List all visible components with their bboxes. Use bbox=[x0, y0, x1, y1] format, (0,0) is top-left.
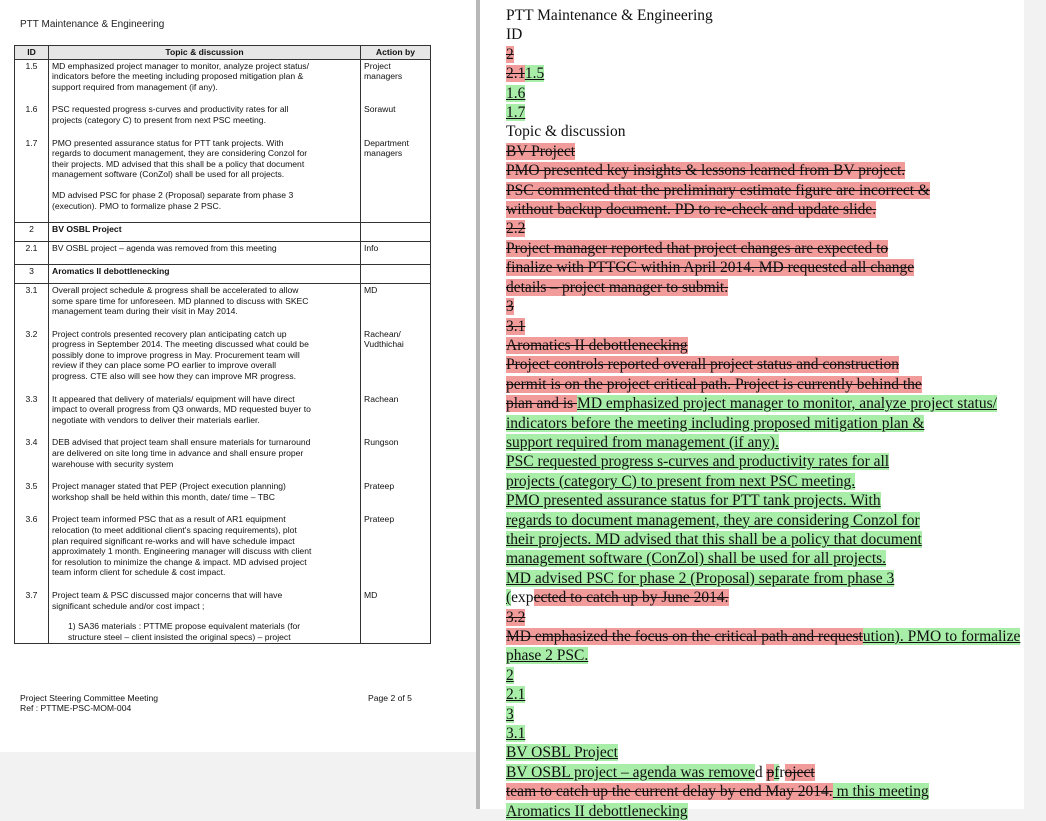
deleted-text: plan and is bbox=[506, 395, 578, 413]
diff-line bbox=[506, 219, 1046, 238]
deleted-text: 3.2 bbox=[506, 608, 526, 626]
deleted-text: Aromatics II debottlenecking bbox=[506, 336, 688, 354]
diff-line bbox=[506, 258, 1046, 277]
diff-line bbox=[506, 122, 1046, 141]
section-title: BV OSBL Project bbox=[52, 224, 122, 235]
topic-line: progress. CTE also will see how they can improve MR progress. bbox=[52, 371, 297, 382]
table-row bbox=[15, 265, 431, 284]
diff-line bbox=[506, 491, 1046, 510]
diff-line bbox=[506, 142, 1046, 161]
diff-line bbox=[506, 666, 1046, 685]
diff-line bbox=[506, 569, 1046, 588]
action-line: Rungson bbox=[364, 437, 399, 448]
page-header-title: PTT Maintenance & Engineering bbox=[20, 19, 165, 30]
deleted-text: 2 bbox=[506, 45, 514, 63]
row-topic bbox=[49, 59, 361, 103]
diff-line bbox=[506, 763, 1046, 782]
inserted-text: their projects. MD advised that this shall be a policy that document bbox=[506, 530, 922, 548]
topic-line: review if they can place some PO earlier to improve overall bbox=[52, 360, 277, 371]
diff-line bbox=[506, 25, 1046, 44]
diff-line bbox=[506, 64, 1046, 83]
topic-line: significant schedule and/or cost impact ; bbox=[52, 600, 205, 611]
diff-line bbox=[506, 627, 1046, 646]
unchanged-text: exp bbox=[511, 589, 534, 607]
action-line: managers bbox=[364, 148, 403, 159]
row-id: 3.5 bbox=[15, 480, 49, 513]
diff-line bbox=[506, 355, 1046, 374]
row-topic bbox=[49, 480, 361, 513]
table-row bbox=[15, 137, 431, 223]
diff-line bbox=[506, 530, 1046, 549]
topic-line: MD emphasized project manager to monitor, analyze project status/ bbox=[52, 60, 309, 71]
topic-line: (execution). PMO to formalize phase 2 PSC. bbox=[52, 200, 222, 211]
table-row bbox=[15, 241, 431, 265]
diff-line bbox=[506, 200, 1046, 219]
action-line: Vudthichai bbox=[364, 339, 404, 350]
inserted-text: 1.5 bbox=[524, 65, 545, 83]
row-id: 3 bbox=[15, 265, 49, 284]
topic-line: workshop shall be held within this month, date/ time – TBC bbox=[52, 491, 275, 502]
inserted-text: 1.7 bbox=[506, 104, 526, 122]
deleted-text: 2.1 bbox=[506, 65, 525, 83]
col-header-id: ID bbox=[15, 46, 49, 60]
diff-line bbox=[506, 802, 1046, 821]
topic-line: progress in September 2014. The meeting discussed what could be bbox=[52, 339, 309, 350]
topic-line: possibly done to improve progress in May. Procurement team will bbox=[52, 349, 300, 360]
row-topic bbox=[49, 283, 361, 327]
row-topic bbox=[49, 265, 361, 284]
table-header-row bbox=[15, 46, 431, 60]
inserted-text: ( bbox=[506, 589, 512, 607]
sub-item-line: structure steel – client insisted the original specs) – project bbox=[68, 631, 291, 642]
diff-line bbox=[506, 472, 1046, 491]
row-id: 1.6 bbox=[15, 103, 49, 136]
diff-line bbox=[506, 433, 1046, 452]
deleted-text: oject bbox=[784, 763, 815, 781]
diff-line bbox=[506, 782, 1046, 801]
action-line: Prateep bbox=[364, 481, 395, 492]
topic-line: PSC requested progress s-curves and productivity rates for all bbox=[52, 104, 289, 115]
row-topic bbox=[49, 103, 361, 136]
row-action bbox=[361, 513, 431, 589]
row-topic bbox=[49, 513, 361, 589]
diff-line bbox=[506, 511, 1046, 530]
deleted-text: Project manager reported that project changes are expected to bbox=[506, 239, 889, 257]
row-action bbox=[361, 393, 431, 437]
topic-line: plan required significant re-works and will have schedule impact bbox=[52, 535, 295, 546]
table-row bbox=[15, 589, 431, 644]
inserted-text: m this meeting bbox=[832, 783, 929, 801]
topic-line: some spare time for unforeseen. MD planned to discuss with SKEC bbox=[52, 295, 309, 306]
row-action bbox=[361, 283, 431, 327]
deleted-text: finalize with PTTGC within April 2014. MD requested all change bbox=[506, 259, 915, 277]
inserted-text: phase 2 PSC. bbox=[506, 647, 589, 665]
topic-line: management software (ConZol) shall be used for all projects. bbox=[52, 169, 285, 180]
diff-line bbox=[506, 84, 1046, 103]
row-topic bbox=[49, 393, 361, 437]
topic-line: negotiate with vendors to deliver their materials earlier. bbox=[52, 414, 260, 425]
diff-line bbox=[506, 161, 1046, 180]
inserted-text: 3.1 bbox=[506, 725, 526, 743]
action-line: Rachean/ bbox=[364, 328, 401, 339]
table-row bbox=[15, 283, 431, 327]
unchanged-text: PTT Maintenance & Engineering bbox=[506, 7, 713, 24]
original-document-page bbox=[0, 0, 476, 752]
diff-line bbox=[506, 239, 1046, 258]
inserted-text: indicators before the meeting including proposed mitigation plan & bbox=[506, 414, 925, 432]
topic-line: projects (category C) to present from next PSC meeting. bbox=[52, 114, 266, 125]
section-title: Aromatics II debottlenecking bbox=[52, 266, 170, 277]
row-id: 2 bbox=[15, 223, 49, 242]
row-action bbox=[361, 223, 431, 242]
topic-line: PMO presented assurance status for PTT tank projects. With bbox=[52, 137, 284, 148]
diff-line bbox=[506, 608, 1046, 627]
footer-left bbox=[20, 693, 158, 713]
topic-line: MD advised PSC for phase 2 (Proposal) separate from phase 3 bbox=[52, 189, 294, 200]
deleted-text: permit is on the project critical path. Project is currently behind the bbox=[506, 375, 922, 393]
inserted-text: BV OSBL project – agenda was remove bbox=[506, 763, 755, 781]
topic-line: Project team informed PSC that as a result of AR1 equipment bbox=[52, 514, 286, 525]
topic-line: indicators before the meeting including proposed mitigation plan & bbox=[52, 71, 304, 82]
deleted-text: ected to catch up by June 2014. bbox=[533, 589, 729, 607]
table-row bbox=[15, 513, 431, 589]
diff-line bbox=[506, 685, 1046, 704]
inserted-text: 2.1 bbox=[506, 686, 526, 704]
footer-reference: Ref : PTTME-PSC-MOM-004 bbox=[20, 703, 132, 713]
row-id: 1.7 bbox=[15, 137, 49, 223]
topic-line: Project controls presented recovery plan anticipating catch up bbox=[52, 328, 287, 339]
deleted-text: details – project manager to submit. bbox=[506, 278, 729, 296]
diff-line bbox=[506, 103, 1046, 122]
inserted-text: BV OSBL Project bbox=[506, 744, 618, 762]
inserted-text: PSC requested progress s-curves and productivity rates for all bbox=[506, 453, 890, 471]
inserted-text: ution). PMO to formalize bbox=[862, 628, 1021, 645]
diff-line bbox=[506, 414, 1046, 433]
paragraph-gap bbox=[52, 611, 357, 621]
inserted-text: regards to document management, they are considering Conzol for bbox=[506, 511, 920, 529]
diff-line bbox=[506, 743, 1046, 762]
action-line: Project bbox=[364, 60, 391, 71]
table-row bbox=[15, 103, 431, 136]
topic-line: team inform client for schedule & cost impact. bbox=[52, 567, 226, 578]
deleted-text: PSC commented that the preliminary estimate figure are incorrect & bbox=[506, 181, 930, 199]
inserted-text: Aromatics II debottlenecking bbox=[506, 802, 688, 820]
topic-line: management team during their visit in May 2014. bbox=[52, 306, 238, 317]
topic-line: support required from management (if any). bbox=[52, 81, 218, 92]
row-action bbox=[361, 436, 431, 480]
diff-line bbox=[506, 45, 1046, 64]
unchanged-text: r bbox=[779, 763, 785, 781]
row-id: 3.1 bbox=[15, 283, 49, 327]
topic-line: warehouse with security system bbox=[52, 458, 174, 469]
table-row bbox=[15, 436, 431, 480]
diff-line bbox=[506, 724, 1046, 743]
row-topic bbox=[49, 223, 361, 242]
deleted-text: without backup document. PD to re-check and update slide. bbox=[506, 201, 877, 219]
action-line: Rachean bbox=[364, 393, 399, 404]
topic-line: regards to document management, they are considering Conzol for bbox=[52, 148, 308, 159]
deleted-text: Project controls reported overall project status and construction bbox=[506, 356, 899, 374]
diff-line bbox=[506, 6, 1046, 25]
paragraph-gap bbox=[52, 180, 357, 190]
deleted-text: 3 bbox=[506, 298, 514, 316]
diff-text bbox=[506, 6, 1046, 821]
row-topic bbox=[49, 436, 361, 480]
table-row bbox=[15, 328, 431, 393]
deleted-text: 2.2 bbox=[506, 220, 526, 238]
diff-line bbox=[506, 549, 1046, 568]
action-line: Sorawut bbox=[364, 104, 396, 115]
deleted-text: PMO presented key insights & lessons learned from BV project. bbox=[506, 162, 906, 180]
topic-line: their projects. MD advised that this shall be a policy that document bbox=[52, 158, 305, 169]
unchanged-text: Topic & discussion bbox=[506, 123, 626, 141]
unchanged-text: ID bbox=[506, 26, 523, 44]
table-row bbox=[15, 59, 431, 103]
diff-line bbox=[506, 336, 1046, 355]
topic-line: It appeared that delivery of materials/ equipment will have direct bbox=[52, 393, 295, 404]
row-id: 2.1 bbox=[15, 241, 49, 265]
topic-line: Overall project schedule & progress shall be accelerated to allow bbox=[52, 284, 299, 295]
col-header-action: Action by bbox=[361, 46, 431, 60]
diff-comparison-pane[interactable] bbox=[480, 0, 1024, 820]
diff-line bbox=[506, 394, 1046, 413]
topic-line: BV OSBL project – agenda was removed from this meeting bbox=[52, 242, 277, 253]
table-row bbox=[15, 223, 431, 242]
row-action bbox=[361, 241, 431, 265]
row-id: 3.6 bbox=[15, 513, 49, 589]
row-id: 1.5 bbox=[15, 59, 49, 103]
row-action bbox=[361, 480, 431, 513]
row-action bbox=[361, 103, 431, 136]
row-topic bbox=[49, 241, 361, 265]
row-action bbox=[361, 589, 431, 644]
inserted-text: support required from management (if any). bbox=[506, 433, 779, 451]
diff-line bbox=[506, 278, 1046, 297]
row-action bbox=[361, 265, 431, 284]
row-topic bbox=[49, 137, 361, 223]
inserted-text: PMO presented assurance status for PTT tank projects. With bbox=[506, 492, 881, 510]
action-line: Info bbox=[364, 242, 379, 253]
inserted-text: MD emphasized project manager to monitor, analyze project status/ bbox=[577, 395, 997, 413]
deleted-text: team to catch up the current delay by end May 2014. bbox=[506, 783, 833, 801]
table-row bbox=[15, 393, 431, 437]
inserted-text: 3 bbox=[506, 705, 514, 723]
row-id: 3.4 bbox=[15, 436, 49, 480]
inserted-text: MD advised PSC for phase 2 (Proposal) separate from phase 3 bbox=[506, 569, 895, 587]
deleted-text: MD emphasized the focus on the critical path and request bbox=[506, 628, 863, 645]
diff-line bbox=[506, 297, 1046, 316]
topic-line: Project team & PSC discussed major concerns that will have bbox=[52, 589, 283, 600]
row-id: 3.7 bbox=[15, 589, 49, 644]
unchanged-text: d bbox=[754, 763, 767, 781]
deleted-text: p bbox=[766, 763, 775, 781]
inserted-text: management software (ConZol) shall be used for all projects. bbox=[506, 550, 887, 568]
diff-line bbox=[506, 588, 1046, 607]
diff-line bbox=[506, 646, 1046, 665]
table-row bbox=[15, 480, 431, 513]
minutes-table bbox=[14, 45, 431, 644]
row-id: 3.2 bbox=[15, 328, 49, 393]
topic-line: for resolution to minimize the change & impact. MD advised project bbox=[52, 556, 307, 567]
action-line: managers bbox=[364, 71, 403, 82]
inserted-text: projects (category C) to present from next PSC meeting. bbox=[506, 472, 856, 490]
diff-line bbox=[506, 452, 1046, 471]
footer-page-number: Page 2 of 5 bbox=[368, 693, 412, 703]
topic-line: relocation (to meet additional client's spacing requirements), plot bbox=[52, 525, 297, 535]
row-topic bbox=[49, 328, 361, 393]
topic-line: are delivered on site long time in advance and shall ensure proper bbox=[52, 448, 304, 459]
sub-item-line: 1) SA36 materials : PTTME propose equivalent materials (for bbox=[68, 621, 301, 632]
diff-line bbox=[506, 705, 1046, 724]
deleted-text: BV Project bbox=[506, 142, 576, 160]
topic-line: Project manager stated that PEP (Project execution planning) bbox=[52, 481, 286, 492]
deleted-text: 3.1 bbox=[506, 317, 526, 335]
diff-line bbox=[506, 375, 1046, 394]
row-action bbox=[361, 59, 431, 103]
action-line: MD bbox=[364, 284, 378, 295]
topic-line: DEB advised that project team shall ensure materials for turnaround bbox=[52, 437, 311, 448]
row-action bbox=[361, 137, 431, 223]
topic-line: impact to overall progress from Q3 onwards, MD requested buyer to bbox=[52, 404, 311, 415]
inserted-text: 2 bbox=[506, 666, 514, 684]
row-action bbox=[361, 328, 431, 393]
row-id: 3.3 bbox=[15, 393, 49, 437]
action-line: MD bbox=[364, 589, 378, 600]
inserted-text: f bbox=[774, 763, 780, 781]
footer-meeting-name: Project Steering Committee Meeting bbox=[20, 693, 159, 703]
inserted-text: 1.6 bbox=[506, 84, 526, 102]
action-line: Prateep bbox=[364, 514, 395, 525]
diff-line bbox=[506, 317, 1046, 336]
diff-line bbox=[506, 181, 1046, 200]
col-header-topic: Topic & discussion bbox=[49, 46, 361, 60]
action-line: Department bbox=[364, 137, 409, 148]
topic-line: approximately 1 month. Engineering manager will discuss with client bbox=[52, 546, 312, 557]
row-topic bbox=[49, 589, 361, 644]
